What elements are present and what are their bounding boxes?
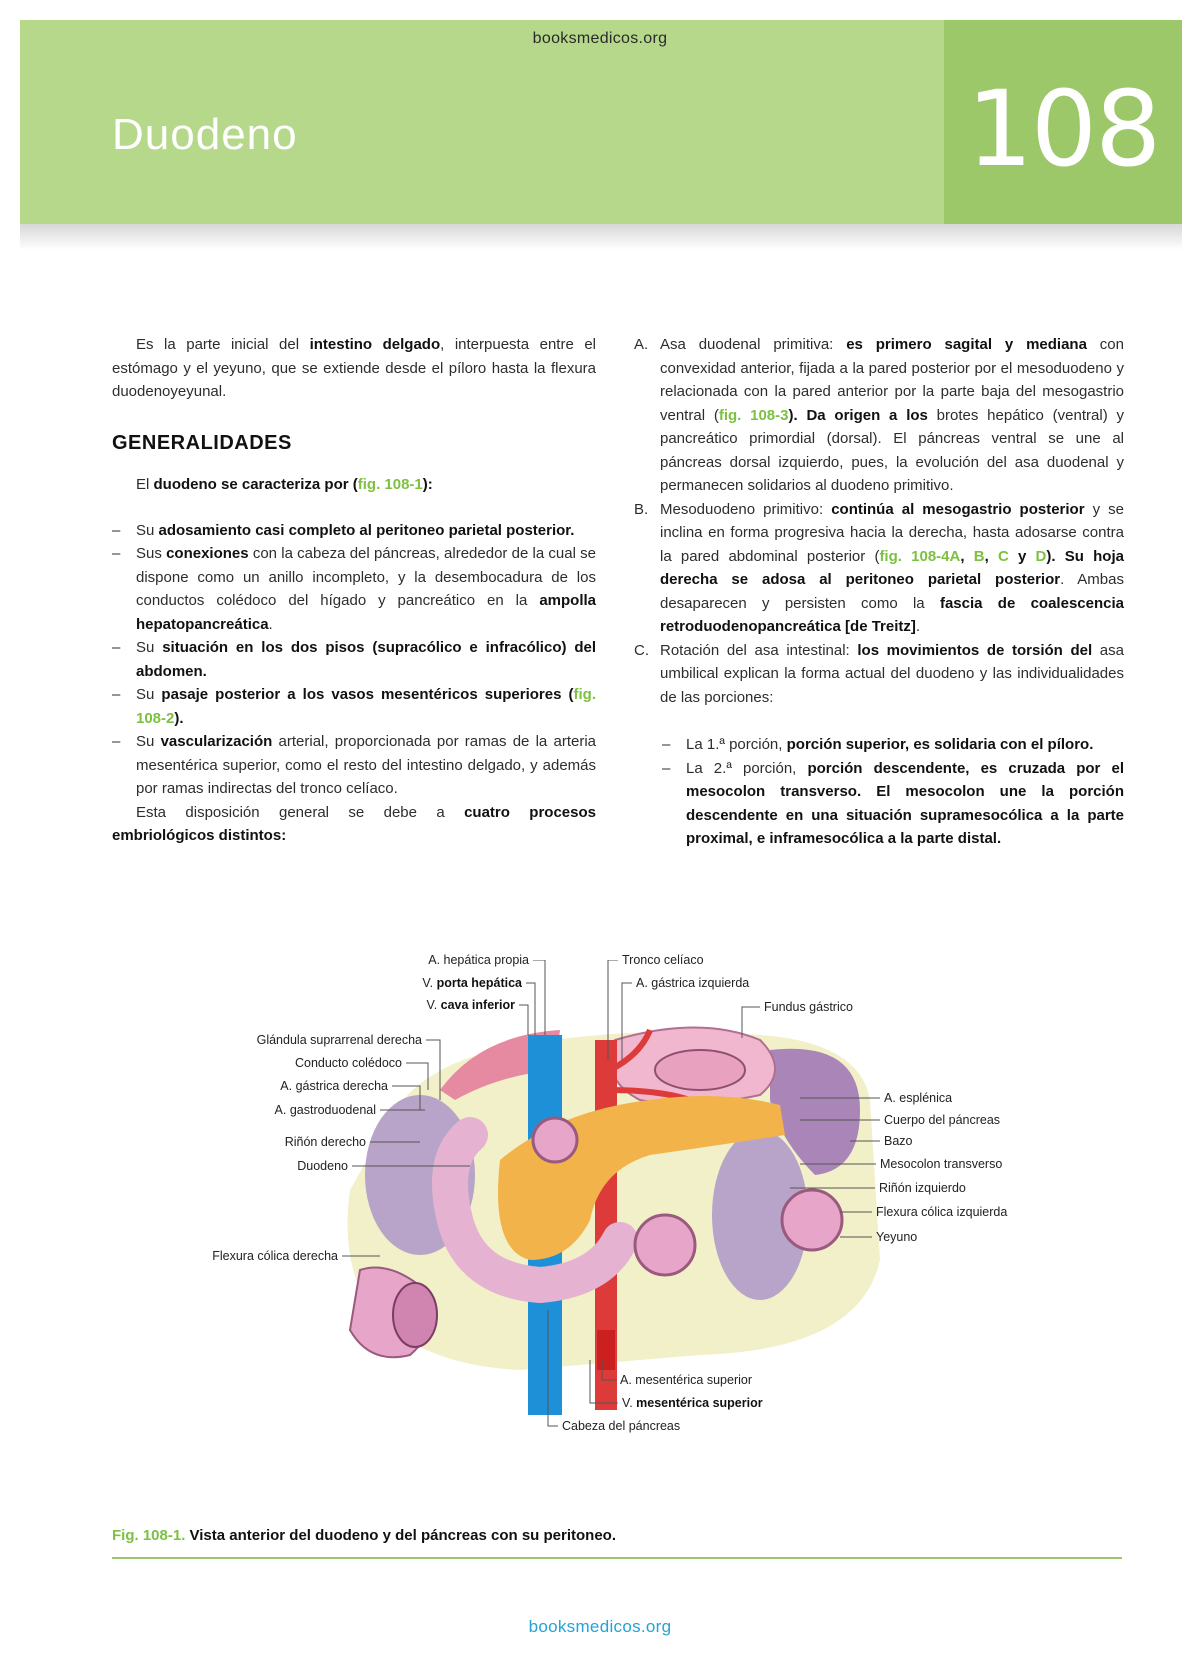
label-flexura-izquierda: Flexura cólica izquierda	[876, 1205, 1008, 1219]
chapter-number-box	[944, 20, 1182, 224]
list-item: C. Rotación del asa intestinal: los movimientos de torsión del asa umbilical explican la forma actual del duodeno y las individualidades de las porciones:	[634, 641, 1124, 706]
label-vena-cava: V. cava inferior	[426, 998, 515, 1012]
figure-ref-link[interactable]: fig. 108-1	[357, 476, 423, 493]
figure-ref-link[interactable]: B	[973, 547, 985, 565]
list-item: – La 1.ª porción, porción superior, es solidaria con el píloro.	[662, 733, 1124, 757]
figure-ref-link[interactable]: fig. 108-4A	[879, 547, 961, 565]
anatomy-figure	[0, 953, 1200, 1520]
chapter-banner	[20, 20, 1182, 224]
list-item: – Su pasaje posterior a los vasos mesentéricos superiores (fig. 108-2).	[112, 683, 596, 730]
porciones-list	[636, 733, 1124, 851]
chapter-number: 108	[966, 68, 1160, 190]
figure-caption: Fig. 108-1. Vista anterior del duodeno y del páncreas con su peritoneo.	[112, 1527, 617, 1544]
section-heading: GENERALIDADES	[112, 431, 292, 454]
label-rinon-derecho: Riñón derecho	[284, 1135, 366, 1149]
label-gastroduodenal: A. gastroduodenal	[274, 1103, 376, 1117]
label-mesenterica-arteria: A. mesentérica superior	[620, 1373, 753, 1387]
label-cabeza-pancreas: Cabeza del páncreas	[562, 1419, 681, 1433]
label-yeyuno: Yeyuno	[876, 1230, 918, 1244]
characteristics-list	[112, 519, 596, 801]
intro-paragraph: Es la parte inicial del intestino delgado, interpuesta entre el estómago y el yeyuno, que se extiende desde el píloro hasta la flexura duodenoyeyunal.	[112, 336, 596, 400]
label-arteria-hepatica: A. hepática propia	[428, 953, 529, 967]
label-suprarrenal: Glándula suprarrenal derecha	[256, 1033, 422, 1047]
list-item: B. Mesoduodeno primitivo: continúa al mesogastrio posterior y se inclina en forma progresiva hacia la derecha, hasta adosarse contra la pared abdominal posterior (fig. 108-4A, B, C y D). Su hoja derecha se adosa al peritoneo parietal posterior. Ambas desaparecen y persisten como la fascia de coalescencia retroduodenopancreática [de Treitz].	[634, 500, 1124, 635]
label-fundus: Fundus gástrico	[764, 1000, 853, 1014]
figure-ref-link[interactable]: fig. 108-3	[718, 406, 789, 424]
label-bazo: Bazo	[884, 1134, 913, 1148]
figure-ref-link[interactable]: D	[1035, 547, 1047, 565]
list-item: A. Asa duodenal primitiva: es primero sagital y mediana con convexidad anterior, fijada a la pared posterior por el mesoduodeno y relacionada con la pared anterior por la parte baja del mesogastrio ventral (fig. 108-3). Da origen a los brotes hepático (ventral) y pancreático primordial (dorsal). El páncreas ventral se une al páncreas dorsal izquierdo, pues, la evolución del asa duodenal y permanecen solidarios al duodeno primitivo.	[634, 336, 1124, 494]
watermark-bottom[interactable]: booksmedicos.org	[528, 1617, 672, 1636]
label-rinon-izquierdo: Riñón izquierdo	[879, 1181, 966, 1195]
label-gastrica-izquierda: A. gástrica izquierda	[636, 976, 750, 990]
list-item: – Sus conexiones con la cabeza del páncreas, alrededor de la cual se dispone como un anillo incompleto, y la desembocadura de los conductos colédoco del hígado y pancreático en la ampolla hepatopancreática.	[112, 542, 596, 636]
caption-rule	[112, 1557, 1122, 1559]
label-cuerpo-pancreas: Cuerpo del páncreas	[884, 1113, 1001, 1127]
label-gastrica-derecha: A. gástrica derecha	[280, 1079, 388, 1093]
embryology-list	[636, 333, 1124, 709]
figure-ref-link[interactable]: fig. 108-2	[136, 686, 596, 727]
list-item: – Su situación en los dos pisos (supracólico e infracólico) del abdomen.	[112, 636, 596, 683]
label-tronco-celiaco: Tronco celíaco	[622, 953, 704, 967]
label-coledoco: Conducto colédoco	[294, 1056, 402, 1070]
anatomy-illustration	[0, 960, 1200, 1520]
right-column	[636, 333, 1124, 851]
banner-shadow	[20, 224, 1182, 250]
label-mesocolon: Mesocolon transverso	[880, 1157, 1003, 1171]
closing-paragraph: Esta disposición general se debe a cuatro procesos embriológicos distintos:	[112, 803, 596, 844]
watermark-top: booksmedicos.org	[532, 30, 668, 47]
list-item: – Su vascularización arterial, proporcionada por ramas de la arteria mesentérica superior, como el resto del intestino delgado, y además por ramas indirectas del tronco celíaco.	[112, 730, 596, 801]
label-esplenica: A. esplénica	[884, 1091, 953, 1105]
label-vena-porta: V. porta hepática	[422, 976, 522, 990]
label-mesenterica-vena: V. mesentérica superior	[622, 1396, 763, 1410]
figure-ref-link[interactable]: C	[997, 547, 1009, 565]
left-column	[112, 333, 596, 848]
chapter-title: Duodeno	[112, 110, 298, 159]
generalidades-intro: El duodeno se caracteriza por (fig. 108-1):	[136, 476, 433, 493]
list-item: – La 2.ª porción, porción descendente, es cruzada por el mesocolon transverso. El mesocolon une la porción descendente en una situación supramesocólica a la parte proximal, e inframesocólica a la parte distal.	[662, 757, 1124, 851]
label-flexura-derecha: Flexura cólica derecha	[212, 1249, 338, 1263]
list-item: – Su adosamiento casi completo al peritoneo parietal posterior.	[112, 519, 596, 543]
label-duodeno: Duodeno	[297, 1159, 348, 1173]
